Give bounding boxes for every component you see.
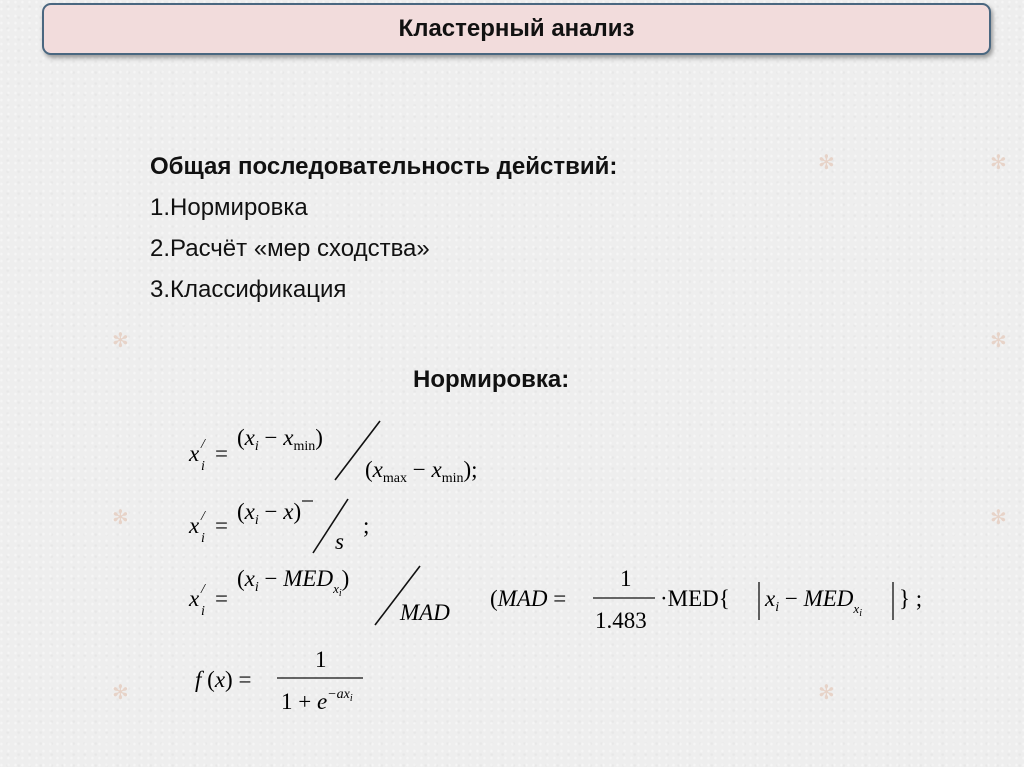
svg-text:x: x bbox=[189, 513, 200, 538]
svg-text:1: 1 bbox=[315, 647, 327, 672]
svg-text:·MED{: ·MED{ bbox=[660, 586, 730, 611]
svg-text:xi − MEDxi: $x_i - MED_xi$ bbox=[765, 586, 862, 619]
svg-text:i: i bbox=[201, 459, 205, 474]
svg-text:MAD: MAD bbox=[400, 600, 450, 625]
svg-text:} ;: } ; bbox=[899, 586, 923, 611]
svg-text:(xi − x): $(x_i - x)$ bbox=[237, 499, 302, 528]
svg-text:=: = bbox=[215, 513, 228, 538]
svg-text:1.483: 1.483 bbox=[595, 608, 647, 633]
svg-text:/: / bbox=[201, 437, 205, 452]
svg-text:=: = bbox=[215, 586, 228, 611]
svg-text:s: s bbox=[335, 529, 344, 554]
decor-mark: ✻ bbox=[818, 152, 835, 174]
decor-mark: ✻ bbox=[990, 330, 1007, 352]
svg-text:(xmax − xmin);: $(x_{max} - x_{min})$; bbox=[365, 457, 478, 486]
procedure-list bbox=[150, 146, 617, 310]
procedure-step-2: 2.Расчёт «мер сходства» bbox=[150, 235, 430, 262]
svg-text:=: = bbox=[215, 441, 228, 466]
svg-text:f (x) =: f (x) = bbox=[195, 667, 252, 692]
procedure-heading: Общая последовательность действий: bbox=[150, 153, 618, 180]
formula-minmax bbox=[185, 415, 525, 495]
decor-mark: ✻ bbox=[112, 330, 129, 352]
decor-mark: ✻ bbox=[818, 682, 835, 704]
formula-robust-mad bbox=[185, 562, 945, 642]
svg-text:1 + e−axi: $1 + e^{-ax}i$ bbox=[281, 687, 353, 714]
svg-text:i: i bbox=[201, 604, 205, 619]
svg-text:1: 1 bbox=[620, 566, 632, 591]
svg-text:;: ; bbox=[363, 513, 370, 538]
svg-text:x: x bbox=[189, 586, 200, 611]
decor-mark: ✻ bbox=[112, 507, 129, 529]
slide-title: Кластерный анализ bbox=[398, 15, 635, 42]
formula-zscore bbox=[185, 495, 405, 560]
procedure-step-3: 3.Классификация bbox=[150, 276, 347, 303]
procedure-step-1: 1.Нормировка bbox=[150, 194, 308, 221]
svg-text:(MAD =: (MAD = bbox=[490, 586, 567, 611]
formula-sigmoid bbox=[185, 645, 385, 720]
slide-title-bar bbox=[42, 3, 991, 55]
decor-mark: ✻ bbox=[990, 507, 1007, 529]
svg-text:(xi − MEDxi): $(x_i - MED_xi)$ bbox=[237, 566, 350, 599]
decor-mark: ✻ bbox=[112, 682, 129, 704]
svg-text:x: x bbox=[189, 441, 200, 466]
svg-text:/: / bbox=[201, 582, 205, 597]
svg-text:/: / bbox=[201, 509, 205, 524]
svg-text:(xi − xmin): $(x_i - x_{min})$ bbox=[237, 425, 323, 454]
svg-text:i: i bbox=[201, 531, 205, 546]
decor-mark: ✻ bbox=[990, 152, 1007, 174]
normalization-title: Нормировка: bbox=[413, 366, 570, 393]
